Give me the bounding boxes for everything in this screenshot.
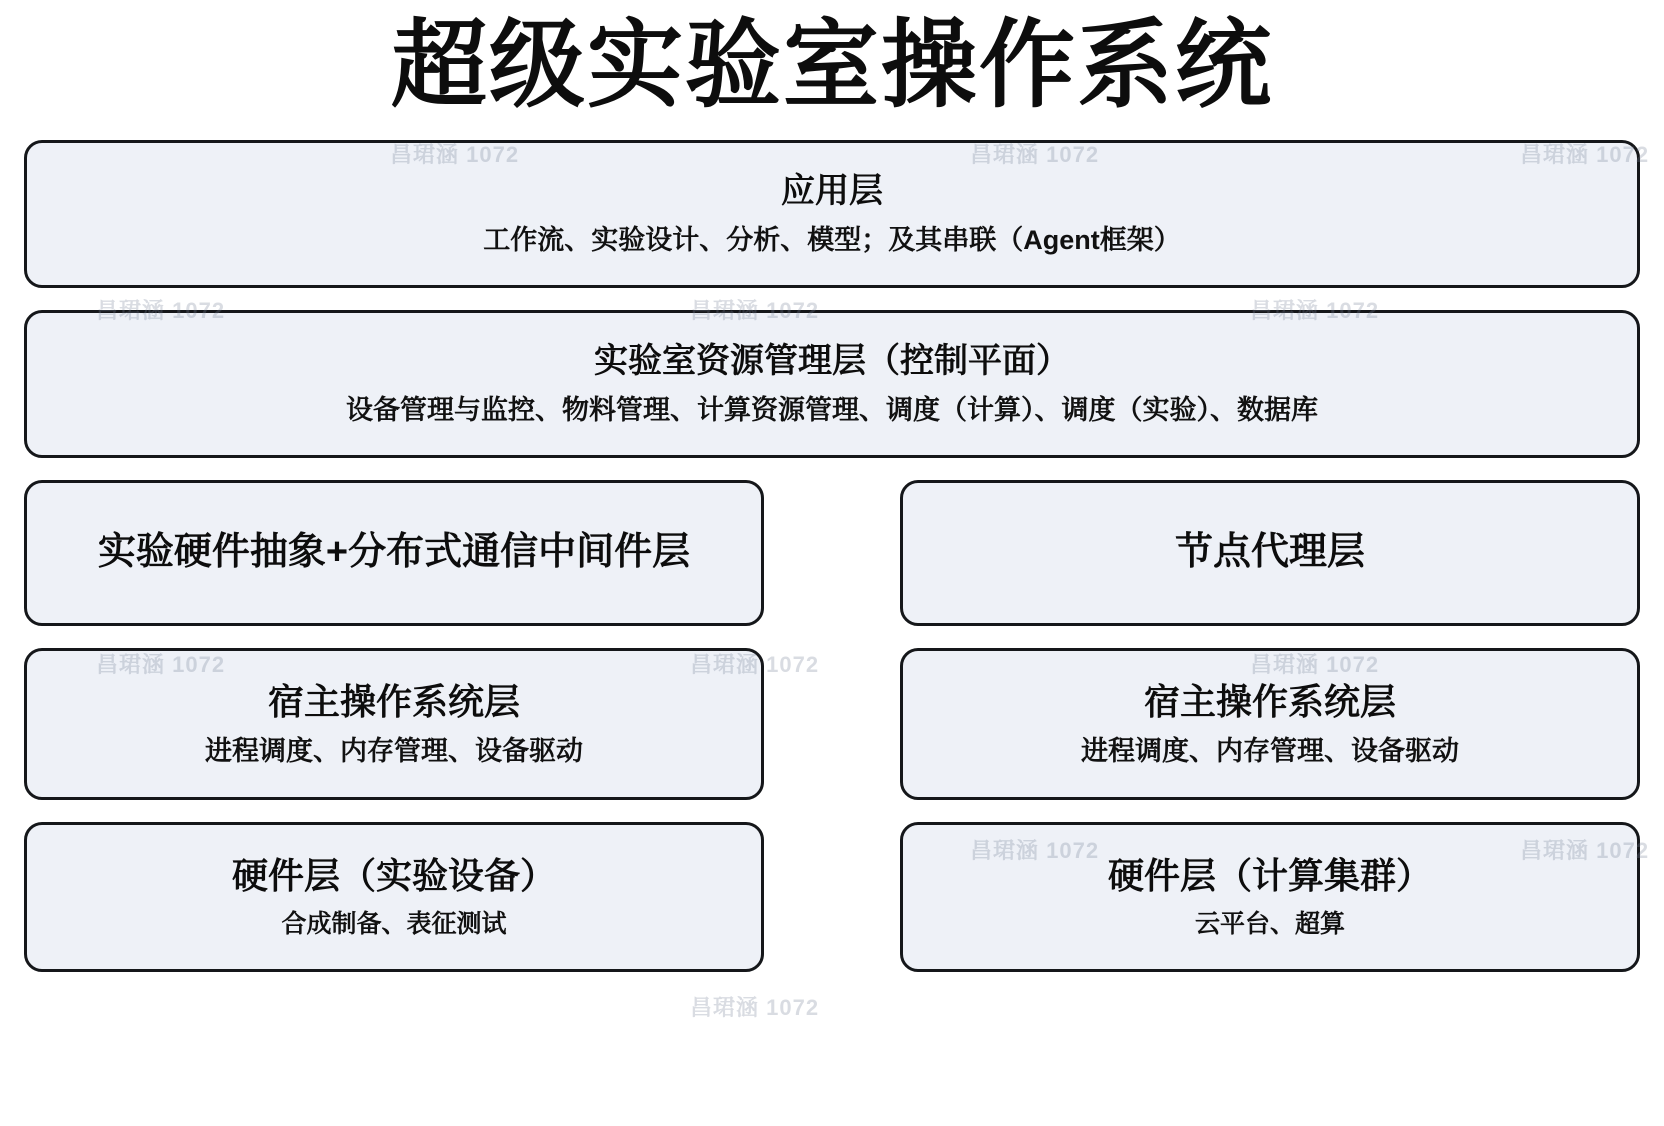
layer-resource-management-title: 实验室资源管理层（控制平面） bbox=[594, 342, 1070, 381]
layer-host-os-left-title: 宿主操作系统层 bbox=[267, 680, 520, 722]
layer-application-subtitle: 工作流、实验设计、分析、模型；及其串联（Agent框架） bbox=[483, 224, 1181, 255]
watermark: 昌珺涵 1072 bbox=[1520, 838, 1650, 863]
layer-hardware-compute-cluster-title: 硬件层（计算集群） bbox=[1107, 855, 1432, 897]
watermark: 昌珺涵 1072 bbox=[1250, 298, 1380, 323]
watermark: 昌珺涵 1072 bbox=[1250, 652, 1380, 677]
layer-application bbox=[24, 140, 1640, 288]
watermark: 昌珺涵 1072 bbox=[690, 298, 820, 323]
layer-hardware-compute-cluster bbox=[900, 822, 1640, 972]
layer-host-os-left-subtitle: 进程调度、内存管理、设备驱动 bbox=[205, 735, 583, 766]
layer-hardware-compute-cluster-subtitle: 云平台、超算 bbox=[1194, 910, 1345, 939]
watermark: 昌珺涵 1072 bbox=[96, 298, 226, 323]
watermark: 昌珺涵 1072 bbox=[96, 652, 226, 677]
watermark: 昌珺涵 1072 bbox=[970, 142, 1100, 167]
layer-hardware-abstraction-middleware bbox=[24, 480, 764, 626]
layer-hardware-abstraction-middleware-title: 实验硬件抽象+分布式通信中间件层 bbox=[97, 531, 691, 574]
diagram-canvas bbox=[0, 6, 1664, 1126]
row-host-os bbox=[24, 648, 1640, 800]
diagram-title: 超级实验室操作系统 bbox=[391, 12, 1273, 119]
layer-host-os-right bbox=[900, 648, 1640, 800]
layer-resource-management-subtitle: 设备管理与监控、物料管理、计算资源管理、调度（计算）、调度（实验）、数据库 bbox=[346, 394, 1318, 425]
layer-application-title: 应用层 bbox=[781, 172, 883, 211]
watermark: 昌珺涵 1072 bbox=[390, 142, 520, 167]
watermark: 昌珺涵 1072 bbox=[1520, 142, 1650, 167]
layer-host-os-left bbox=[24, 648, 764, 800]
watermark: 昌珺涵 1072 bbox=[690, 995, 820, 1020]
layer-hardware-lab-equipment-title: 硬件层（实验设备） bbox=[231, 855, 556, 897]
layer-host-os-right-subtitle: 进程调度、内存管理、设备驱动 bbox=[1081, 735, 1459, 766]
layer-hardware-lab-equipment bbox=[24, 822, 764, 972]
layer-node-agent-title: 节点代理层 bbox=[1174, 531, 1365, 574]
row-hardware bbox=[24, 822, 1640, 972]
layer-resource-management bbox=[24, 310, 1640, 458]
layer-hardware-lab-equipment-subtitle: 合成制备、表征测试 bbox=[281, 910, 507, 939]
layer-node-agent bbox=[900, 480, 1640, 626]
watermark: 昌珺涵 1072 bbox=[690, 652, 820, 677]
layer-host-os-right-title: 宿主操作系统层 bbox=[1143, 680, 1396, 722]
watermark: 昌珺涵 1072 bbox=[970, 838, 1100, 863]
row-middleware bbox=[24, 480, 1640, 626]
